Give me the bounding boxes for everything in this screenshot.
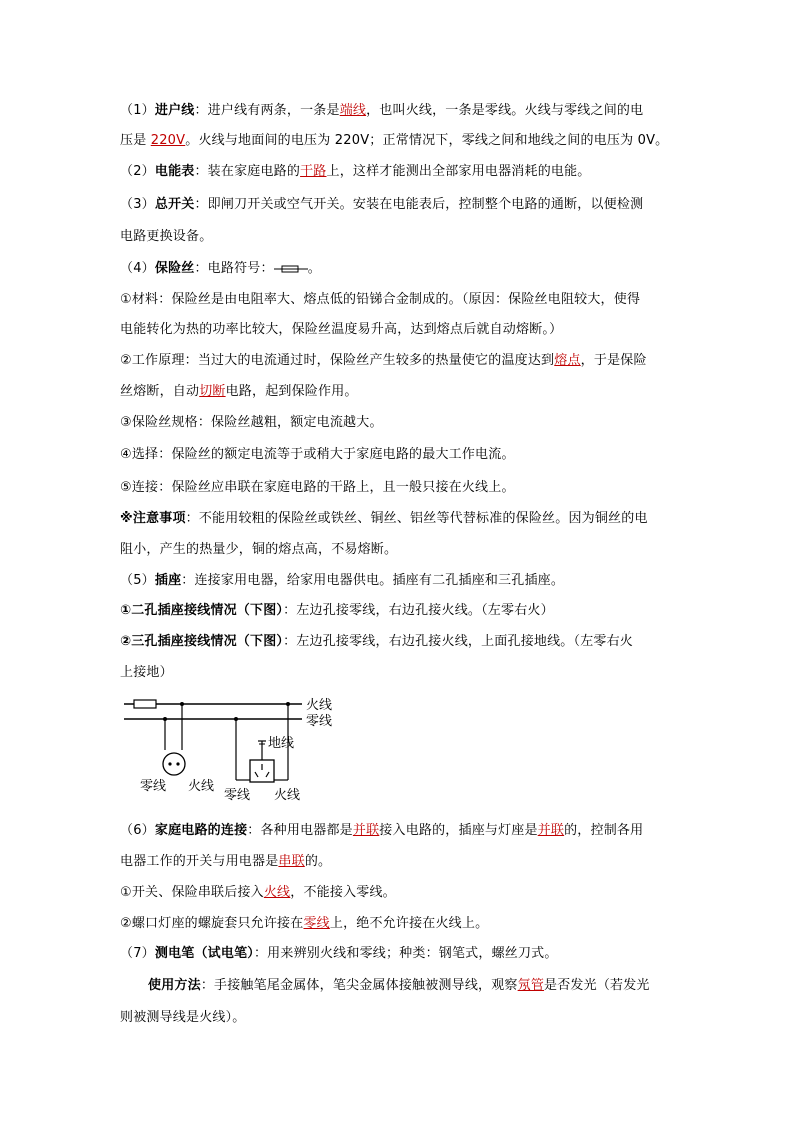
neutral-wire-label: 零线 [306, 714, 333, 729]
para-connection-2: 电器工作的开关与用电器是串联的。 [120, 854, 332, 869]
fuse-symbol-icon [274, 264, 308, 274]
para-socket: （5）插座：连接家用电器，给家用电器供电。插座有二孔插座和三孔插座。 [120, 573, 565, 588]
highlight-term: 并联 [537, 823, 565, 838]
para-fuse-principle-1: ②工作原理：当过大的电流通过时，保险丝产生较多的热量使它的温度达到熔点，于是保险 [120, 353, 647, 368]
para-fuse-select: ④选择：保险丝的额定电流等于或稍大于家庭电路的最大工作电流。 [120, 447, 515, 462]
para-lamp-rule: ②螺口灯座的螺旋套只允许接在零线上，绝不允许接在火线上。 [120, 916, 489, 931]
para-fuse-material-1: ①材料：保险丝是由电阻率大、熔点低的铅锑合金制成的。（原因：保险丝电阻较大，使得 [120, 292, 641, 307]
highlight-term: 端线 [339, 103, 367, 118]
highlight-term: 氖管 [517, 978, 545, 993]
para-fuse-spec: ③保险丝规格：保险丝越粗，额定电流越大。 [120, 415, 383, 430]
three-hole-right-label: 火线 [274, 788, 301, 803]
two-hole-socket-icon [163, 753, 185, 775]
highlight-term: 切断 [199, 384, 226, 399]
para-meter: （2）电能表：装在家庭电路的干路上，这样才能测出全部家用电器消耗的电能。 [120, 164, 591, 179]
socket-wiring-diagram [122, 692, 348, 806]
two-hole-right-label: 火线 [188, 779, 215, 794]
para-test-pen: （7）测电笔（试电笔）：用来辨别火线和零线；种类：钢笔式，螺丝刀式。 [120, 946, 558, 961]
para-switch-rule: ①开关、保险串联后接入火线，不能接入零线。 [120, 885, 396, 900]
ground-wire-label: 地线 [268, 736, 295, 751]
para-fuse-material-2: 电能转化为热的功率比较大，保险丝温度易升高，达到熔点后就自动熔断。） [120, 322, 563, 337]
para-three-hole-2: 上接地） [120, 665, 173, 680]
para-main-switch-1: （3）总开关：即闸刀开关或空气开关。安装在电能表后，控制整个电路的通断，以便检测 [120, 197, 644, 212]
three-hole-socket-icon [250, 760, 274, 782]
para-notice-2: 阻小，产生的热量少，铜的熔点高，不易熔断。 [120, 542, 398, 557]
highlight-term: 220V [150, 133, 186, 148]
highlight-term: 串联 [278, 854, 305, 869]
three-hole-left-label: 零线 [224, 788, 251, 803]
para-two-hole: ①二孔插座接线情况（下图）：左边孔接零线，右边孔接火线。（左零右火） [120, 603, 554, 618]
highlight-term: 零线 [303, 916, 330, 931]
two-hole-left-label: 零线 [140, 779, 167, 794]
para-fuse-heading: （4）保险丝：电路符号： 。 [120, 261, 321, 276]
highlight-term: 并联 [352, 823, 380, 838]
para-entry-line-2: 压是 220V。火线与地面间的电压为 220V；正常情况下，零线之间和地线之间的电压为 0V。 [120, 133, 669, 148]
para-test-pen-usage-2: 则被测导线是火线）。 [120, 1010, 246, 1025]
para-connection-1: （6）家庭电路的连接：各种用电器都是并联接入电路的，插座与灯座是并联的，控制各用 [120, 823, 644, 838]
fuse-symbol-icon [134, 700, 156, 708]
para-test-pen-usage-1: 使用方法：手接触笔尾金属体，笔尖金属体接触被测导线，观察氖管是否发光（若发光 [148, 978, 650, 993]
highlight-term: 火线 [263, 885, 291, 900]
para-notice-1: ※注意事项：不能用较粗的保险丝或铁丝、铜丝、铝丝等代替标准的保险丝。因为铜丝的电 [120, 511, 648, 526]
para-entry-line-1: （1）进户线：进户线有两条，一条是端线，也叫火线，一条是零线。火线与零线之间的电 [120, 103, 644, 118]
para-main-switch-2: 电路更换设备。 [120, 229, 213, 244]
highlight-term: 干路 [300, 164, 327, 179]
para-fuse-principle-2: 丝熔断，自动切断电路，起到保险作用。 [120, 384, 358, 399]
para-fuse-connect: ⑤连接：保险丝应串联在家庭电路的干路上，且一般只接在火线上。 [120, 480, 515, 495]
highlight-term: 熔点 [554, 353, 581, 368]
para-three-hole-1: ②三孔插座接线情况（下图）：左边孔接零线，右边孔接火线，上面孔接地线。（左零右火 [120, 634, 634, 649]
live-wire-label: 火线 [306, 698, 333, 713]
